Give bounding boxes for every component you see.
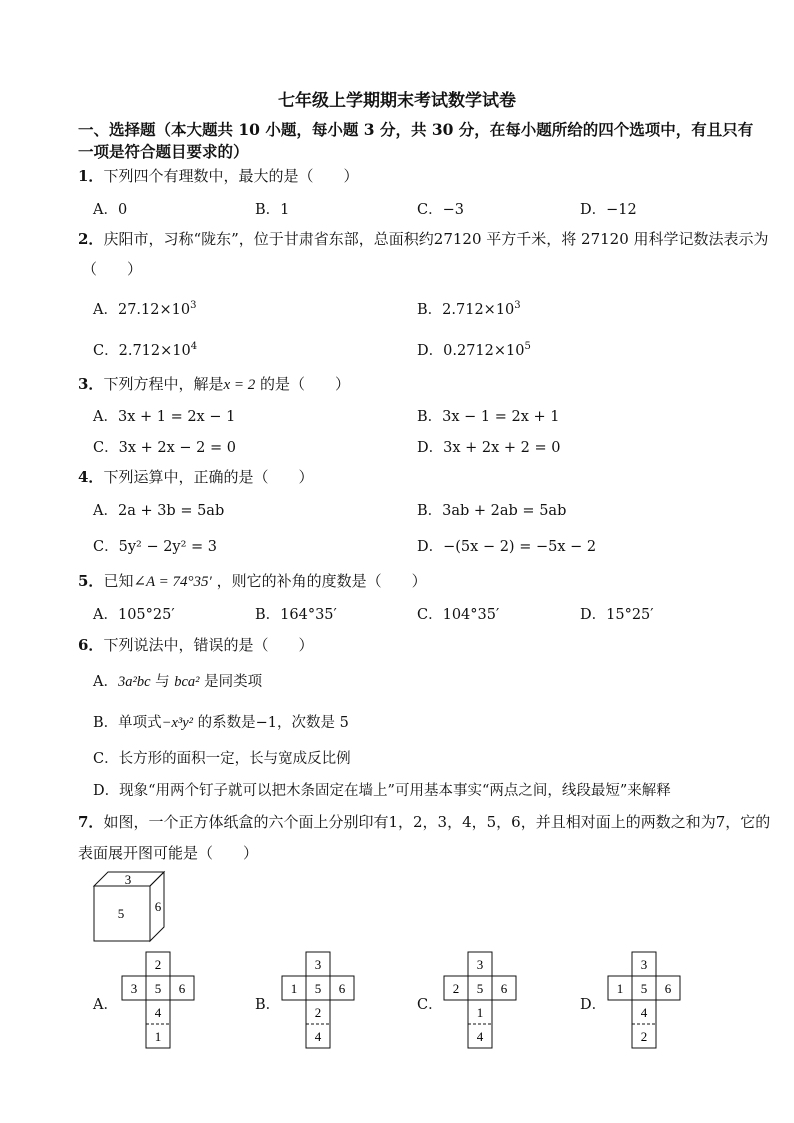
q1-option-a: A．0 [93,202,128,218]
question-number: 7． [78,813,104,831]
option-text: 是同类项 [199,674,263,690]
option-expression: −x³y² [161,715,194,731]
angle-expression: ∠A = 74°35′ [133,574,212,590]
net-face-left: 1 [616,981,624,996]
q2-option-b [417,298,521,319]
option-label: B．单项式 [93,715,162,731]
option-text: 的系数是−1，次数是 5 [193,715,349,731]
net-b [278,950,358,1050]
option-label: B． [417,302,443,318]
q3-option-c: C．3x + 2x − 2 = 0 [93,440,236,456]
net-face-top: 3 [640,957,648,972]
net-b-label: B． [255,997,281,1013]
question-number: 3． [78,375,104,393]
net-d [604,950,684,1050]
net-face-top: 3 [476,957,484,972]
q1-option-c: C．−3 [417,202,464,218]
net-face-left: 1 [290,981,298,996]
option-exponent: 4 [190,341,198,353]
question-3 [78,373,350,394]
question-4 [78,466,313,487]
option-mantissa: 2.712×10 [442,302,515,318]
q5-option-d: D．15°25′ [580,607,654,623]
net-face-bottom: 4 [314,1029,322,1044]
q6-option-a [93,670,262,691]
cube-top-label: 3 [124,872,132,887]
net-a-label: A． [93,997,118,1013]
question-number: 1． [78,167,104,185]
net-face-right: 6 [338,981,346,996]
question-text-line1: 如图，一个正方体纸盒的六个面上分别印有1，2，3，4，5，6，并且相对面上的两数之和为7，它的 [103,813,771,831]
net-face-top: 2 [154,957,162,972]
q1-option-b: B．1 [255,202,290,218]
net-face-bottom: 2 [640,1029,648,1044]
net-c [440,950,520,1050]
option-label: C． [93,539,119,555]
option-expression: 3a²bc [117,674,151,690]
cube-front-label: 5 [117,906,125,921]
net-face-left: 3 [130,981,138,996]
option-mantissa: 27.12×10 [117,302,191,318]
option-expression: bca² [174,674,200,690]
question-text: 下列运算中，正确的是（ ） [103,468,314,486]
option-label: A． [93,302,118,318]
question-text-line1: 庆阳市，习称“陇东”，位于甘肃省东部，总面积约27120 平方千米，将 27120 用科学记数法表示为 [103,230,769,248]
question-text: 下列方程中，解是 [103,375,224,393]
q5-option-a: A．105°25′ [93,607,175,623]
net-face-center: 5 [640,981,648,996]
q5-option-c: C．104°35′ [417,607,500,623]
net-face-below: 1 [476,1005,484,1020]
net-face-left: 2 [452,981,460,996]
q6-option-b [93,711,349,732]
q4-option-a: A．2a + 3b = 5ab [93,503,225,519]
option-exponent: 3 [190,300,197,312]
question-6 [78,634,313,655]
q2-option-a [93,298,196,319]
q4-option-d: D．−(5x − 2) = −5x − 2 [417,539,597,555]
net-face-right: 6 [664,981,672,996]
cube-figure [90,868,170,944]
q3-option-a: A．3x + 1 = 2x − 1 [93,409,236,425]
net-a [118,950,198,1050]
net-face-below: 4 [154,1005,162,1020]
net-face-center: 5 [314,981,322,996]
q3-option-d: D．3x + 2x + 2 = 0 [417,440,561,456]
question-7 [78,811,770,832]
q2-option-c [93,339,197,360]
option-exponent: 3 [514,300,521,312]
net-face-below: 2 [314,1005,322,1020]
q6-option-c: C．长方形的面积一定，长与宽成反比例 [93,751,351,767]
option-text: 与 [150,674,175,690]
q6-option-d: D．现象“用两个钉子就可以把木条固定在墙上”可用基本事实“两点之间，线段最短”来解释 [93,783,671,799]
net-face-right: 6 [500,981,508,996]
option-label: A． [93,674,118,690]
section-heading-line2: 一项是符合题目要求的） [78,142,249,161]
question-number: 6． [78,636,104,654]
question-2-line2: （ ） [82,260,143,278]
question-1 [78,165,358,186]
q4-option-c [93,535,217,556]
option-mantissa: 0.2712×10 [443,343,525,359]
question-text: 下列说法中，错误的是（ ） [103,636,314,654]
option-exponent: 5 [524,341,531,353]
net-face-below: 4 [640,1005,648,1020]
q1-option-d: D．−12 [580,202,637,218]
question-text: 下列四个有理数中，最大的是（ ） [103,167,359,185]
question-7-line2: 表面展开图可能是（ ） [78,844,259,862]
question-number: 4． [78,468,104,486]
question-5 [78,570,427,591]
option-label: D． [417,343,444,359]
option-mantissa: 2.712×10 [118,343,191,359]
cube-side-label: 6 [154,899,162,914]
q5-option-b: B．164°35′ [255,607,337,623]
net-face-center: 5 [154,981,162,996]
net-face-top: 3 [314,957,322,972]
question-text-end: 的是（ ） [255,375,351,393]
equation: x = 2 [223,377,256,393]
net-face-center: 5 [476,981,484,996]
question-text: 已知 [103,572,134,590]
option-expression: 5y² − 2y² = 3 [118,539,218,555]
q2-option-d [417,339,531,360]
section-heading-line1: 一、选择题（本大题共 10 小题，每小题 3 分，共 30 分，在每小题所给的四个选项中，有且只有 [78,120,754,139]
net-d-label: D． [580,997,607,1013]
q4-option-b: B．3ab + 2ab = 5ab [417,503,567,519]
net-face-bottom: 1 [154,1029,162,1044]
option-label: C． [93,343,119,359]
question-number: 5． [78,572,104,590]
question-text-end: ，则它的补角的度数是（ ） [211,572,427,590]
q3-option-b: B．3x − 1 = 2x + 1 [417,409,560,425]
question-number: 2． [78,230,104,248]
page-title: 七年级上学期期末考试数学试卷 [278,91,516,111]
net-c-label: C． [417,997,443,1013]
question-2 [78,228,769,249]
net-face-bottom: 4 [476,1029,484,1044]
net-face-right: 6 [178,981,186,996]
